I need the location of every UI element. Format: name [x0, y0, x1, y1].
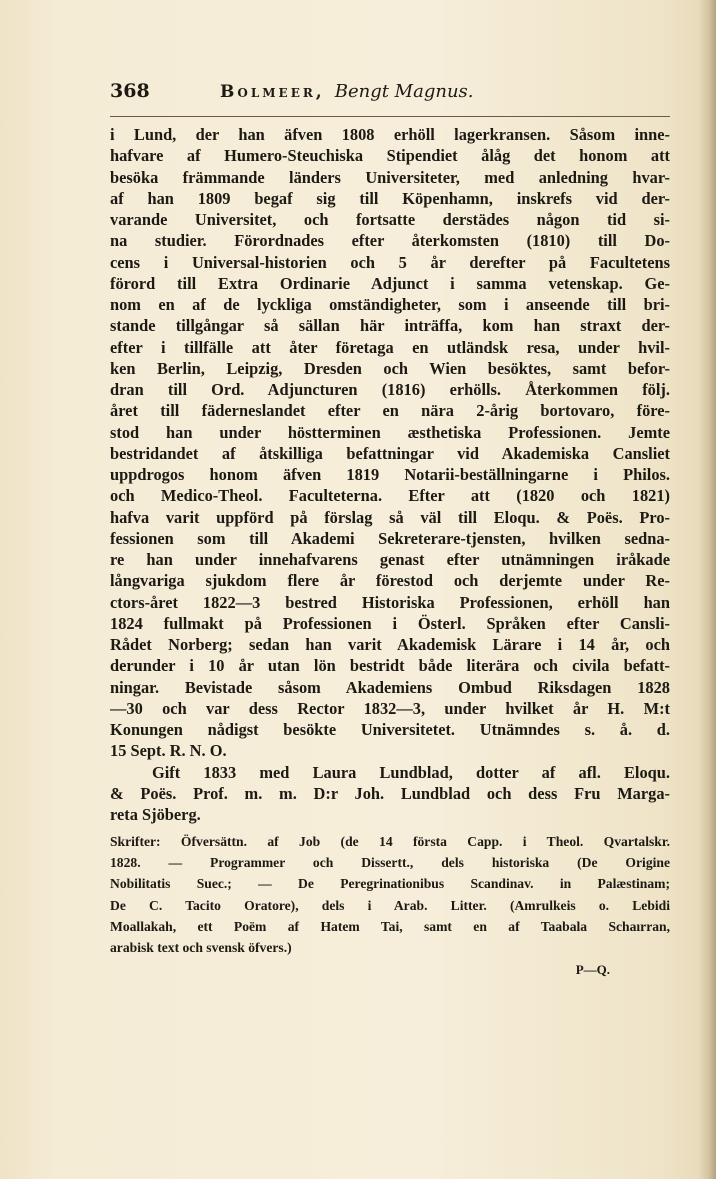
text-line: nom en af de lyckliga omständigheter, som i anseende till bri- — [110, 295, 670, 314]
text-line: året till fäderneslandet efter en nära 2-årig bortovaro, före- — [110, 401, 670, 421]
running-head-given-names: Bengt Magnus. — [334, 81, 474, 102]
text-line: uppdrogos honom äfven 1819 Notarii-beställningarne i Philos. — [110, 465, 670, 484]
text-line: förord till Extra Ordinarie Adjunct i samma vetenskap. Ge- — [110, 273, 670, 293]
text-line: hafvare af Humero-Steuchiska Stipendiet ålåg det honom att — [110, 146, 670, 166]
text-line: Konungen nådigst besökte Universitetet. Utnämndes s. å. d. — [110, 720, 670, 739]
biography-paragraph — [110, 124, 670, 762]
author-signature: P—Q. — [575, 961, 610, 977]
text-line: bestridandet af åtskilliga befattningar vid Akademiska Cansliet — [110, 443, 670, 463]
header-rule — [110, 116, 670, 117]
text-line: ken Berlin, Leipzig, Dresden och Wien besöktes, samt befor- — [110, 358, 670, 378]
page-number: 368 — [110, 80, 150, 102]
text-line: i Lund, der han äfven 1808 erhöll lagerkransen. Såsom inne- — [110, 125, 670, 144]
writings-paragraph — [110, 831, 670, 958]
running-head-surname: Bolmeer, — [220, 82, 325, 102]
text-line: na studier. Förordnades efter återkomsten (1810) till Do- — [110, 231, 670, 251]
text-line: stande tillgångar så sällan här inträffa, kom han straxt der- — [110, 316, 670, 336]
text-line: fessionen som till Akademi Sekreterare-tjensten, hvilken sedna- — [110, 528, 670, 548]
text-line: Gift 1833 med Laura Lundblad, dotter af afl. Eloqu. — [152, 762, 670, 782]
text-line: hafva varit uppförd på förslag så väl till Eloqu. & Poës. Pro- — [110, 507, 670, 527]
marriage-paragraph — [110, 762, 670, 826]
page-header — [110, 80, 670, 110]
text-line: reta Sjöberg. — [110, 805, 201, 824]
article-body — [110, 124, 670, 982]
text-line: af han 1809 begaf sig till Köpenhamn, inskrefs vid der- — [110, 188, 670, 208]
text-line: cens i Universal-historien och 5 år derefter på Facultetens — [110, 252, 670, 272]
text-line: Rådet Norberg; sedan han varit Akademisk Lärare i 14 år, och — [110, 635, 670, 654]
text-line: dran till Ord. Adjuncturen (1816) erhölls. Återkommen följ. — [110, 380, 670, 399]
text-line: re han under innehafvarens genast efter utnämningen iråkade — [110, 550, 670, 569]
text-line: derunder i 10 år utan lön bestridt både literära och civila befatt- — [110, 656, 670, 676]
text-line: Nobilitatis Suec.; — De Peregrinationibus Scandinav. in Palæstinam; — [110, 876, 670, 892]
text-line: och Medico-Theol. Faculteterna. Efter att (1820 och 1821) — [110, 486, 670, 506]
text-line: 15 Sept. R. N. O. — [110, 741, 227, 761]
text-line: varande Universitet, och fortsatte derstädes någon tid si- — [110, 210, 670, 229]
text-line: —30 och var dess Rector 1832—3, under hvilket år H. M:t — [110, 698, 670, 718]
page-edge-shadow — [698, 0, 716, 1179]
text-line: stod han under höstterminen æsthetiska Professionen. Jemte — [110, 422, 670, 442]
text-line: De C. Tacito Oratore), dels i Arab. Litter. (Amrulkeis o. Lebidi — [110, 897, 670, 913]
text-line: efter i tillfälle att åter företaga en utländsk resa, under hvil- — [110, 337, 670, 357]
text-line: arabisk text och svensk öfvers.) — [110, 939, 292, 955]
text-line: 1824 fullmakt på Professionen i Österl. Språken efter Cansli- — [110, 613, 670, 633]
text-line: & Poës. Prof. m. m. D:r Joh. Lundblad och dess Fru Marga- — [110, 783, 670, 803]
text-line: besöka främmande länders Universiteter, med anledning hvar- — [110, 167, 670, 187]
text-line: långvariga sjukdom flere år förestod och derjemte under Re- — [110, 571, 670, 591]
text-line: Moallakah, ett Poëm af Hatem Tai, samt en af Taabala Schaırran, — [110, 918, 670, 934]
text-line: 1828. — Programmer och Dissertt., dels historiska (De Origine — [110, 855, 670, 871]
text-line: ctors-året 1822—3 bestred Historiska Professionen, erhöll han — [110, 592, 670, 612]
text-line: Skrifter: Öfversättn. af Job (de 14 första Capp. i Theol. Qvartalskr. — [110, 834, 670, 850]
text-line: ningar. Bevistade såsom Akademiens Ombud Riksdagen 1828 — [110, 677, 670, 697]
